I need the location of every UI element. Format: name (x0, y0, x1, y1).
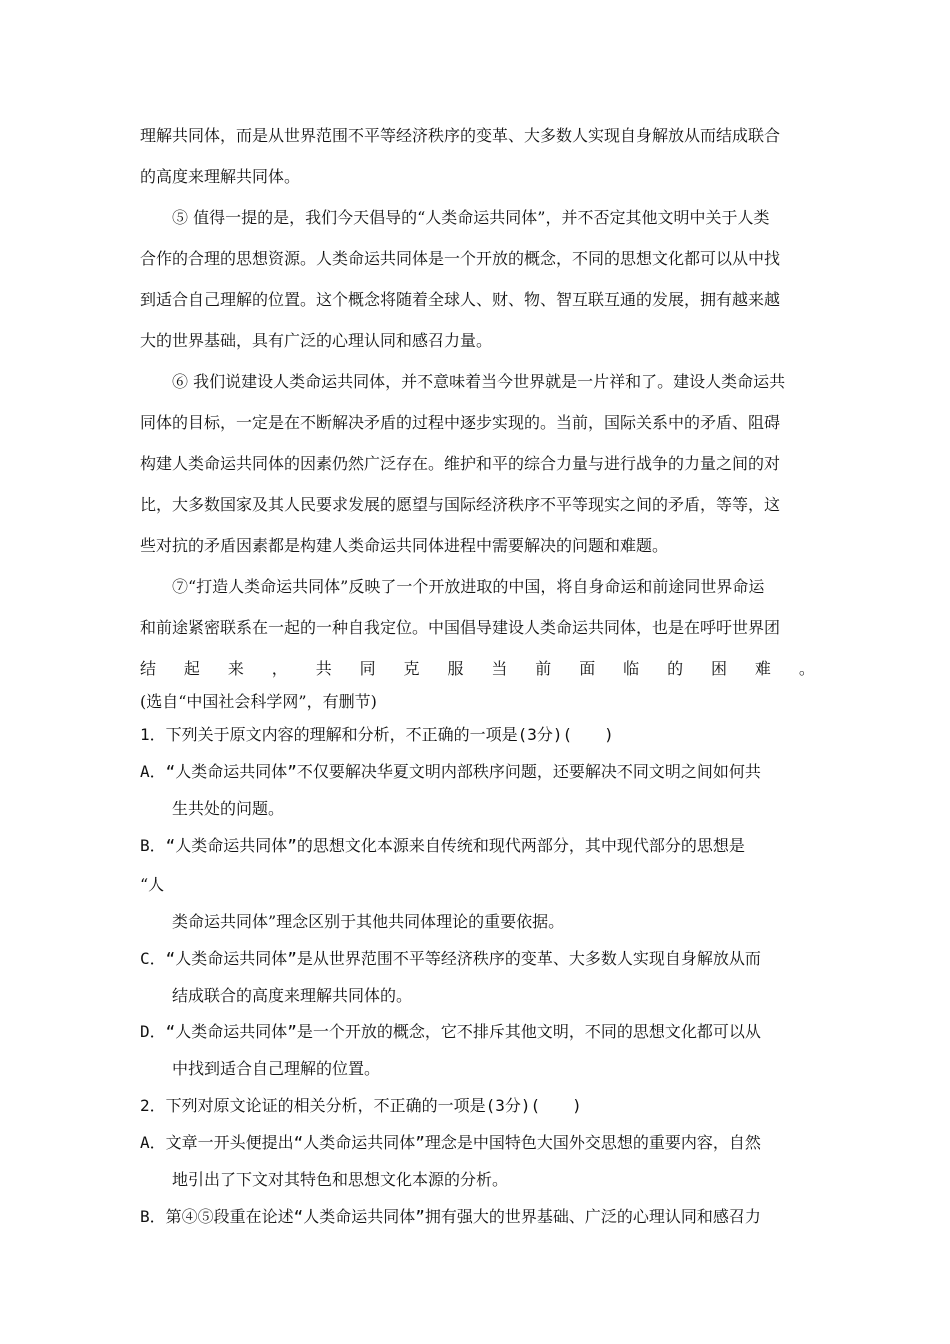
passage-line: 合作的合理的思想资源。人类命运共同体是一个开放的概念，不同的思想文化都可以从中找 (140, 249, 781, 268)
spaced-char: 起 (183, 659, 200, 678)
paragraph-7-start: ⑦“打造人类命运共同体”反映了一个开放进取的中国，将自身命运和前途同世界命运 (172, 577, 765, 596)
spaced-char: 克 (403, 659, 420, 678)
spaced-char: 难 (754, 659, 771, 678)
question-1-stem: 1．下列关于原文内容的理解和分析，不正确的一项是(3分)( ) (140, 725, 614, 744)
spaced-char: 同 (359, 659, 376, 678)
passage-line: 大的世界基础，具有广泛的心理认同和感召力量。 (140, 331, 493, 350)
question-1-option-b-cont: 类命运共同体”理念区别于其他共同体理论的重要依据。 (172, 912, 565, 931)
paragraph-5-start: ⑤ 值得一提的是，我们今天倡导的“人类命运共同体”，并不否定其他文明中关于人类 (172, 208, 770, 227)
spaced-char: 临 (623, 659, 640, 678)
question-2-option-a: A．文章一开头便提出“人类命运共同体”理念是中国特色大国外交思想的重要内容，自然 (140, 1133, 761, 1152)
spaced-char: 当 (491, 659, 508, 678)
spaced-char: 共 (315, 659, 332, 678)
spaced-char: 来 (227, 659, 244, 678)
question-1-option-d-cont: 中找到适合自己理解的位置。 (172, 1059, 381, 1078)
passage-line: 同体的目标，一定是在不断解决矛盾的过程中逐步实现的。当前，国际关系中的矛盾、阻碍 (140, 413, 781, 432)
spaced-char: 前 (535, 659, 552, 678)
question-1-option-c: C．“人类命运共同体”是从世界范围不平等经济秩序的变革、大多数人实现自身解放从而 (140, 949, 761, 968)
spaced-char: 的 (667, 659, 684, 678)
question-1-option-a: A．“人类命运共同体”不仅要解决华夏文明内部秩序问题，还要解决不同文明之间如何共 (140, 762, 761, 781)
question-1-option-d: D．“人类命运共同体”是一个开放的概念，它不排斥其他文明，不同的思想文化都可以从 (140, 1022, 761, 1041)
passage-line: 理解共同体，而是从世界范围不平等经济秩序的变革、大多数人实现自身解放从而结成联合 (140, 126, 781, 145)
paragraph-6-start: ⑥ 我们说建设人类命运共同体，并不意味着当今世界就是一片祥和了。建设人类命运共 (172, 372, 786, 391)
spaced-char: 面 (579, 659, 596, 678)
spaced-char: 困 (710, 659, 727, 678)
passage-line: 比，大多数国家及其人民要求发展的愿望与国际经济秩序不平等现实之间的矛盾，等等，这 (140, 495, 781, 514)
passage-line: 和前途紧密联系在一起的一种自我定位。中国倡导建设人类命运共同体，也是在呼吁世界团 (140, 618, 781, 637)
passage-line: 些对抗的矛盾因素都是构建人类命运共同体进程中需要解决的问题和难题。 (140, 536, 669, 555)
question-2-option-b: B．第④⑤段重在论述“人类命运共同体”拥有强大的世界基础、广泛的心理认同和感召力 (140, 1207, 761, 1226)
spaced-char: 服 (447, 659, 464, 678)
spaced-char: ， (271, 659, 288, 678)
passage-line: 的高度来理解共同体。 (140, 167, 301, 186)
spaced-passage-line (140, 659, 815, 679)
passage-line: 到适合自己理解的位置。这个概念将随着全球人、财、物、智互联互通的发展，拥有越来越 (140, 290, 781, 309)
question-1-option-a-cont: 生共处的问题。 (172, 799, 285, 818)
question-2-option-a-cont: 地引出了下文对其特色和思想文化本源的分析。 (172, 1170, 509, 1189)
question-2-stem: 2．下列对原文论证的相关分析，不正确的一项是(3分)( ) (140, 1096, 582, 1115)
question-1-option-c-cont: 结成联合的高度来理解共同体的。 (172, 986, 413, 1005)
question-1-option-b: B．“人类命运共同体”的思想文化本源来自传统和现代两部分，其中现代部分的思想是 (140, 836, 745, 855)
source-note: (选自“中国社会科学网”，有删节) (140, 692, 377, 711)
question-1-option-b-cont: “人 (140, 875, 165, 894)
spaced-char: 。 (798, 659, 815, 678)
passage-line: 构建人类命运共同体的因素仍然广泛存在。维护和平的综合力量与进行战争的力量之间的对 (140, 454, 781, 473)
spaced-char: 结 (140, 659, 157, 678)
